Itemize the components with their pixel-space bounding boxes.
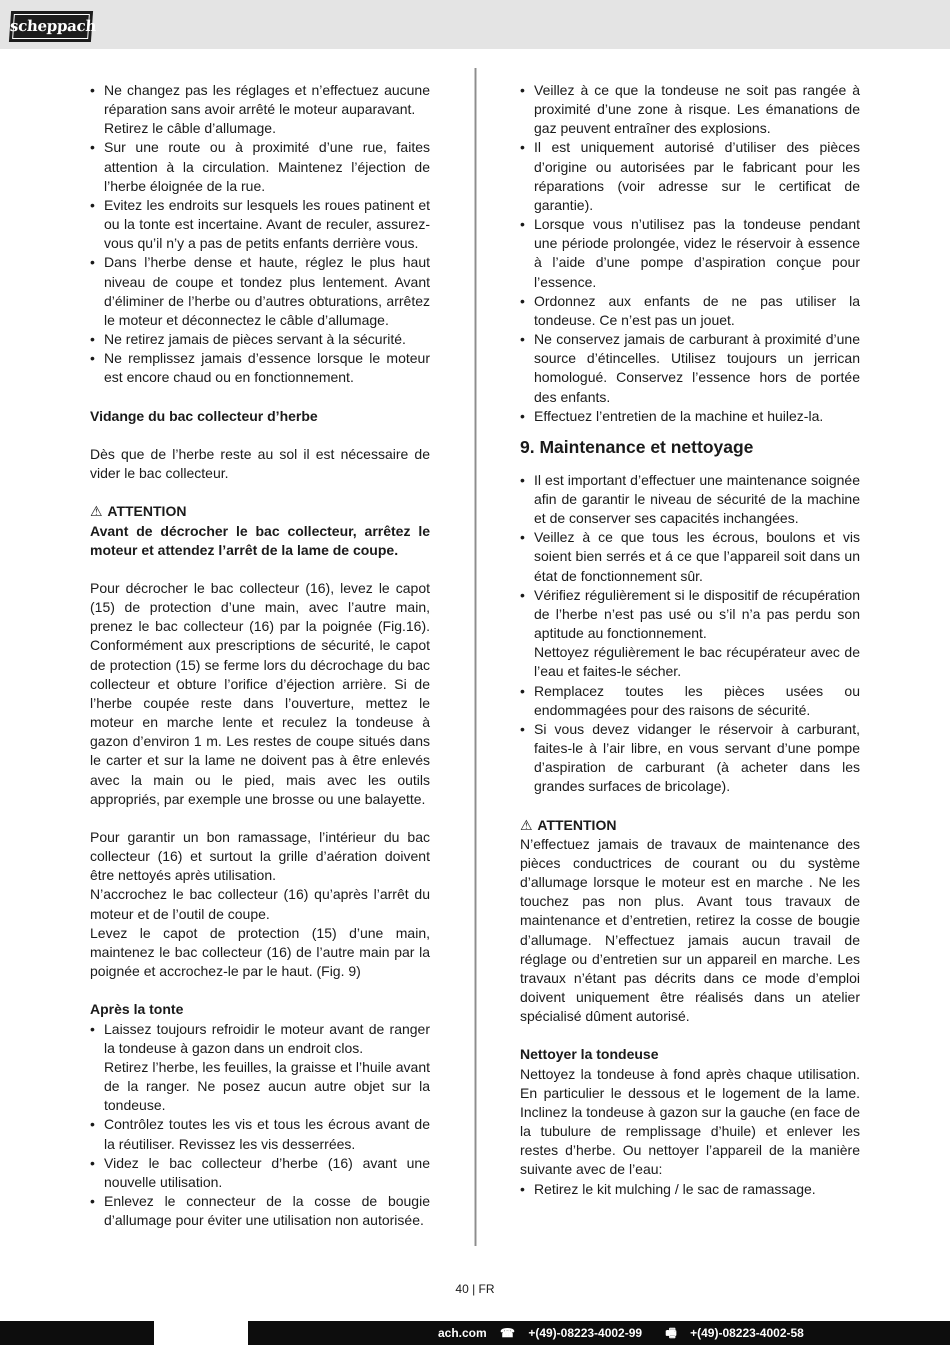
list-item [520,81,860,138]
cleaning-bullet-list [520,1180,860,1199]
list-item [520,586,860,682]
fax-contact [665,1326,813,1340]
warning-icon: ⚠ [520,816,533,833]
attention-text-right: N’effectuez jamais de travaux de maintenance des pièces conductrices de courant ou du système d’allumage lorsque le moteur est en marche . Ne les touchez pas non plus. Avant tous travaux de maintenance et d’entretien, retirez la cosse de bougie d’allumage. N’effectuez jamais aucun travail de réglage ou d’entretien sur un appareil en marche. Les travaux n’étant pas décrits dans ce mode d’emploi doivent uniquement être réalisés dans un atelier spécialisé dûment autorisé. [520,835,860,1025]
heading-apres-tonte: Après la tonte [90,1001,184,1018]
list-item-text: • Veillez à ce que tous les écrous, boulons et vis soient bien serrés et á ce que l’appareil soit dans un état de fonctionnement sûr. [534,529,860,584]
list-item [520,528,860,585]
paragraph-nettoyer: Nettoyez la tondeuse à fond après chaque utilisation. En particulier le dessous et le logement de la lame. Inclinez la tondeuse à gazon sur la gauche (en face de la tubulure de remplissage d’huile) et enlever les restes d’herbe. Ou nettoyer l’appareil de la manière suivante avec de l’eau: [520,1065,860,1178]
list-item-text: • Ne retirez jamais de pièces servant à la sécurité. [104,331,406,348]
right-column [520,81,860,1199]
page-number: 40 | FR [455,1282,495,1296]
list-item-text: • Sur une route ou à proximité d’une rue, faites attention à la circulation. Maintenez l’éjection de l’herbe éloignée de la rue. [104,139,430,194]
list-item [90,196,430,253]
footer-white-block [154,1321,248,1345]
list-item [90,1192,430,1230]
list-item [90,330,430,349]
list-item-text: • Veillez à ce que la tondeuse ne soit pas rangée à proximité d’une zone à risque. Les émanations de gaz peuvent entraîner des explosions. [534,82,860,137]
attention-heading-right [520,816,860,835]
page-header [0,0,950,49]
list-item-text: • Enlevez le connecteur de la cosse de bougie d’allumage pour éviter une utilisation non autorisée. [104,1192,430,1229]
after-mowing-bullet-list [90,1020,430,1231]
list-item [520,292,860,330]
list-item-subtext: Nettoyez régulièrement le bac récupérateur avec de l’eau et faites-le sécher. [534,644,860,680]
list-item-text: • Dans l’herbe dense et haute, réglez le plus haut niveau de coupe et tondez plus lentement. Avant d’éliminer de l’herbe ou d’autres obturations, arrêtez le moteur et déconnectez le câble d’allumage. [104,254,430,328]
list-item [520,138,860,215]
phone-number: +(49)-08223-4002-99 [528,1326,643,1340]
heading-nettoyer: Nettoyer la tondeuse [520,1046,659,1063]
list-item [520,471,860,528]
maintenance-bullet-list [520,471,860,797]
footer-contact [438,1321,824,1345]
safety-bullet-list [90,81,430,388]
list-item-text: • Effectuez l’entretien de la machine et huilez-la. [534,407,824,424]
list-item [520,215,860,292]
list-item-text: • Videz le bac collecteur d’herbe (16) avant une nouvelle utilisation. [104,1154,430,1190]
list-item [520,1180,860,1199]
list-item [520,330,860,407]
attention-text: Avant de décrocher le bac collecteur, arrêtez le moteur et attendez l’arrêt de la lame de coupe. [90,522,430,558]
list-item-text: • Ne changez pas les réglages et n’effectuez aucune réparation sans avoir arrêté le moteur auparavant. [104,82,430,118]
attention-label-right: ATTENTION [537,816,617,833]
left-column [90,81,430,1230]
list-item-text: • Si vous devez vidanger le réservoir à carburant, faites-le à l’air libre, en vous servant d’une pompe d’aspiration de carburant (à acheter dans les grandes surfaces de bricolage). [534,720,860,795]
fax-number: +(49)-08223-4002-58 [690,1326,804,1340]
list-item [90,81,430,138]
list-item-text: • Remplacez toutes les pièces usées ou endommagées pour des raisons de sécurité. [534,682,860,718]
list-item [520,682,860,720]
fax-icon: 🖷 [665,1326,677,1340]
storage-bullet-list [520,81,860,426]
phone-icon: ☎ [500,1326,515,1340]
list-item-text: • Laissez toujours refroidir le moteur avant de ranger la tondeuse à gazon dans un endroit clos. [104,1020,430,1056]
list-item-text: • Ne conservez jamais de carburant à proximité d’une source d’étincelles. Utilisez toujours un jerrican homologué. Conservez l’essence hors de portée des enfants. [534,331,860,405]
list-item-subtext: Retirez le câble d’allumage. [104,120,276,137]
heading-vidange: Vidange du bac collecteur d’herbe [90,407,318,424]
list-item-text: • Il est important d’effectuer une maintenance soignée afin de garantir le niveau de sécurité de la machine et de conserver ses capacités inchangées. [534,471,860,527]
column-divider [474,68,477,1246]
list-item-text: • Evitez les endroits sur lesquels les roues patinent et ou la tonte est incertaine. Avant de reculer, assurez-vous qu’il n’y a pas de petits enfants derrière vous. [104,196,430,252]
section-title-maintenance: 9. Maintenance et nettoyage [520,436,754,457]
attention-label: ATTENTION [107,503,187,520]
paragraph-ramassage-2: N’accrochez le bac collecteur (16) qu’après l’arrêt du moteur et de l’outil de coupe. [90,886,430,922]
paragraph-vidange: Dès que de l’herbe reste au sol il est nécessaire de vider le bac collecteur. [90,445,430,482]
phone-contact [500,1326,652,1340]
list-item-text: • Contrôlez toutes les vis et tous les écrous avant de la réutiliser. Revissez les vis desserrées. [104,1116,430,1152]
list-item [520,720,860,797]
paragraph-ramassage-1: Pour garantir un bon ramassage, l’intérieur du bac collecteur (16) et surtout la grille d’aération doivent être nettoyés après utilisation. [90,829,430,884]
paragraph-decrocher: Pour décrocher le bac collecteur (16), levez le capot (15) de protection d’une main, avec l’autre main, prenez le bac collecteur (16) par la poignée (Fig.16). Conformément aux prescriptions de sécurité, le capot de protection (15) se ferme lors du décrochage du bac collecteur et obture l’orifice d’éjection arrière. Si de l’herbe coupée reste dans l’ouverture, mettez le moteur en marche lente et reculez la tondeuse à gazon d’environ 1 m. Les restes de coupe situés dans le carter et sur la lame ne doivent pas à être enlevés avec la main ou le pied, mais avec les outils appropriés, par exemple une brosse ou une balayette. [90,580,430,807]
list-item [90,138,430,195]
list-item [90,1020,430,1116]
list-item-text: • Retirez le kit mulching / le sac de ramassage. [534,1180,816,1197]
list-item [520,407,860,426]
paragraph-ramassage-3: Levez le capot de protection (15) d’une main, maintenez le bac collecteur (16) de l’autre main par la poignée et accrochez-le par le haut. (Fig. 9) [90,924,430,980]
page-footer [0,1321,950,1345]
list-item [90,349,430,387]
list-item-text: • Ordonnez aux enfants de ne pas utiliser la tondeuse. Ce n’est pas un jouet. [534,292,860,328]
list-item-text: • Vérifiez régulièrement si le dispositif de récupération de l’herbe n’est pas usé ou s’il n’a pas perdu son aptitude au fonctionnement. [534,586,860,642]
list-item-subtext: Retirez l’herbe, les feuilles, la graisse et l’huile avant de la ranger. Ne posez aucun autre objet sur la tondeuse. [104,1058,430,1114]
list-item-text: • Il est uniquement autorisé d’utiliser des pièces d’origine ou autorisées par le fabricant pour les réparations (voir adresse sur le certificat de garantie). [534,139,860,213]
scheppach-logo: scheppach [9,11,93,42]
warning-icon: ⚠ [90,503,103,520]
list-item-text: • Lorsque vous n’utilisez pas la tondeuse pendant une période prolongée, videz le réservoir à essence à l’aide d’une pompe d’aspiration conçue pour l’essence. [534,216,860,290]
list-item [90,1154,430,1192]
list-item [90,1115,430,1153]
list-item [90,253,430,330]
attention-heading [90,502,430,521]
website-link[interactable]: ach.com [438,1326,487,1340]
list-item-text: • Ne remplissez jamais d’essence lorsque le moteur est encore chaud ou en fonctionnement. [104,350,430,386]
